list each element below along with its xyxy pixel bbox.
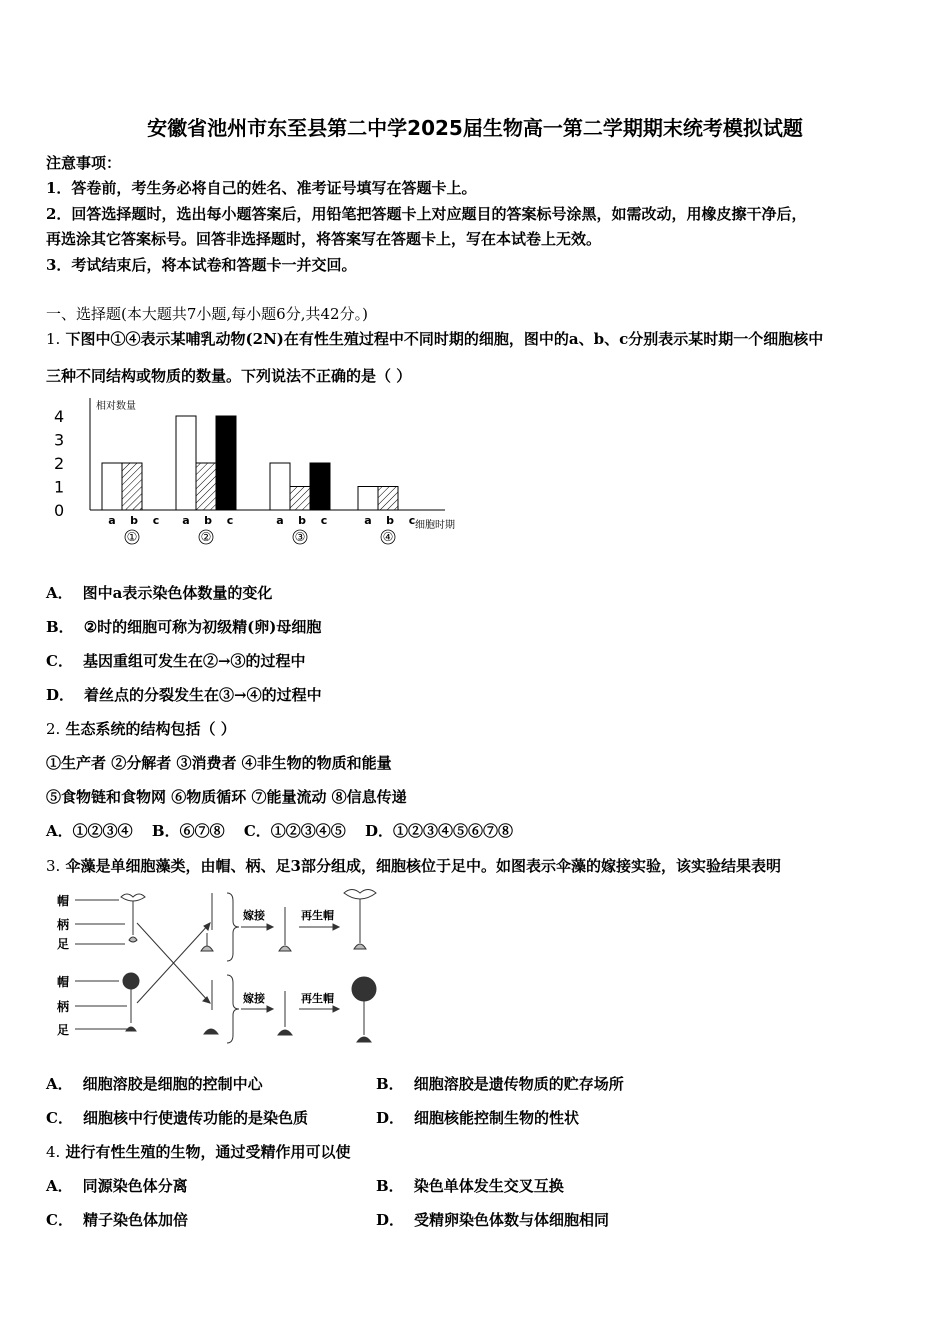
q1-option-c[interactable] [46, 650, 306, 671]
option-letter: C． [46, 1109, 73, 1127]
question-stem: 伞藻是单细胞藻类，由帽、柄、足3部分组成，细胞核位于足中。如图表示伞藻的嫁接实验，该实验结果表明 [65, 857, 781, 875]
q1-bar-chart [40, 390, 480, 550]
option-text: 细胞溶胶是遗传物质的贮存场所 [413, 1075, 624, 1093]
question-stem: 生态系统的结构包括（ ） [65, 720, 236, 738]
q3-option-c[interactable] [46, 1107, 308, 1128]
option-text: ⑥⑦⑧ [179, 822, 225, 840]
question-4-stem [46, 1141, 351, 1162]
option-text: 染色单体发生交叉互换 [413, 1177, 564, 1195]
label-foot: 足 [57, 937, 70, 951]
q2-option-c[interactable] [244, 822, 346, 840]
q2-option-d[interactable] [365, 822, 513, 840]
x-axis-label: 细胞时期 [415, 520, 455, 531]
y-tick-label: 4 [54, 407, 65, 426]
option-text: 基因重组可发生在②→③的过程中 [82, 652, 306, 670]
grafting-figure [55, 885, 390, 1050]
x-group-label: ③ [294, 530, 306, 544]
x-group-label: ② [200, 530, 212, 544]
x-series-label: b [130, 514, 138, 527]
q1-option-a[interactable] [46, 582, 272, 603]
option-letter: A． [46, 584, 73, 602]
option-letter: D． [376, 1109, 405, 1127]
label-cap: 帽 [57, 894, 70, 908]
x-series-label: b [298, 514, 306, 527]
x-series-label: a [364, 514, 372, 527]
graft-label: 嫁接 [243, 992, 265, 1005]
q1-option-d[interactable] [46, 684, 322, 705]
option-text: ①②③④ [72, 822, 133, 840]
question-stem-line: 三种不同结构或物质的数量。下列说法不正确的是（ ） [46, 367, 412, 385]
q3-option-a[interactable] [46, 1073, 263, 1094]
x-series-label: c [408, 514, 416, 527]
option-letter: D． [376, 1211, 405, 1229]
option-letter: B． [376, 1177, 404, 1195]
y-tick-label: 1 [54, 477, 65, 497]
option-letter: A． [46, 1075, 73, 1093]
x-series-label: b [386, 514, 394, 527]
x-group-label: ① [126, 530, 138, 544]
option-text: ②时的细胞可称为初级精(卵)母细胞 [83, 618, 322, 636]
question-number: 2. [46, 720, 61, 738]
option-text: 细胞核中行使遗传功能的是染色质 [82, 1109, 308, 1127]
question-number: 3. [46, 857, 61, 875]
option-text: 细胞溶胶是细胞的控制中心 [82, 1075, 263, 1093]
bar-a [176, 416, 196, 510]
x-series-label: a [182, 514, 190, 527]
option-text: 受精卵染色体数与体细胞相同 [414, 1211, 610, 1229]
bar-c [216, 416, 236, 510]
option-letter: C． [46, 652, 73, 670]
x-series-label: c [320, 514, 328, 527]
x-series-label: b [204, 514, 212, 527]
q2-option-b[interactable] [152, 822, 225, 840]
y-tick-label: 2 [54, 454, 65, 473]
option-letter: A． [46, 822, 73, 840]
q2-items-line: ⑤食物链和食物网 ⑥物质循环 ⑦能量流动 ⑧信息传递 [46, 788, 407, 806]
notice-item: 1．答卷前，考生务必将自己的姓名、准考证号填写在答题卡上。 [46, 179, 477, 197]
bar-b [196, 463, 216, 510]
label-stalk: 柄 [57, 918, 70, 932]
notice-item: 2．回答选择题时，选出每小题答案后，用铅笔把答题卡上对应题目的答案标号涂黑，如需改动，用橡皮擦干净后， [46, 205, 807, 223]
y-tick-label: 0 [54, 501, 65, 520]
question-number: 1. [46, 330, 61, 348]
bar-b [290, 487, 310, 511]
y-tick-label: 3 [54, 430, 65, 450]
option-text: 精子染色体加倍 [82, 1211, 188, 1229]
option-text: 同源染色体分离 [82, 1177, 188, 1195]
option-text: 着丝点的分裂发生在③→④的过程中 [84, 686, 322, 704]
q3-option-b[interactable] [376, 1073, 624, 1094]
question-stem: 进行有性生殖的生物，通过受精作用可以使 [65, 1143, 351, 1161]
label-foot: 足 [57, 1023, 70, 1037]
option-letter: C． [243, 822, 271, 840]
notice-item: 再选涂其它答案标号。回答非选择题时，将答案写在答题卡上，写在本试卷上无效。 [46, 230, 602, 248]
option-letter: C． [46, 1211, 73, 1229]
option-text: 图中a表示染色体数量的变化 [82, 584, 273, 602]
regen-cap-label: 再生帽 [301, 992, 334, 1005]
q2-option-a[interactable] [46, 822, 133, 840]
option-text: ①②③④⑤⑥⑦⑧ [393, 822, 514, 840]
q3-option-d[interactable] [376, 1107, 579, 1128]
x-group-label: ④ [382, 530, 394, 544]
x-series-label: a [276, 514, 284, 527]
option-text: 细胞核能控制生物的性状 [414, 1109, 580, 1127]
page-title: 安徽省池州市东至县第二中学2025届生物高一第二学期期末统考模拟试题 [147, 116, 803, 140]
option-letter: B． [376, 1075, 404, 1093]
bar-c [310, 463, 330, 510]
q4-option-d[interactable] [376, 1209, 609, 1230]
label-cap: 帽 [57, 975, 70, 989]
bar-a [270, 463, 290, 510]
question-number: 4. [46, 1143, 61, 1161]
option-letter: B． [46, 618, 74, 636]
option-letter: D． [46, 686, 75, 704]
bar-a [358, 487, 378, 511]
x-series-label: c [226, 514, 234, 527]
q4-option-c[interactable] [46, 1209, 188, 1230]
question-2-stem [46, 718, 236, 739]
section-heading: 一、选择题(本大题共7小题,每小题6分,共42分。) [46, 305, 368, 323]
notice-heading: 注意事项： [46, 154, 122, 172]
x-series-label: a [108, 514, 116, 527]
regen-cap-label: 再生帽 [301, 909, 334, 922]
bar-a [102, 463, 122, 510]
label-stalk: 柄 [57, 1000, 70, 1014]
y-axis-label: 相对数量 [96, 401, 136, 412]
bar-b [378, 487, 398, 511]
q4-option-b[interactable] [376, 1175, 564, 1196]
q4-option-a[interactable] [46, 1175, 188, 1196]
q2-options-row [46, 820, 513, 841]
option-letter: A． [46, 1177, 73, 1195]
bar-b [122, 463, 142, 510]
notice-item: 3．考试结束后，将本试卷和答题卡一并交回。 [46, 256, 357, 274]
question-1-stem [46, 328, 823, 349]
q1-option-b[interactable] [46, 616, 321, 637]
question-stem-line: 下图中①④表示某哺乳动物(2N)在有性生殖过程中不同时期的细胞，图中的a、b、c分别表示某时期一个细胞核中 [65, 330, 824, 348]
question-3-stem [46, 855, 781, 876]
graft-label: 嫁接 [243, 909, 265, 922]
option-letter: D． [365, 822, 394, 840]
option-text: ①②③④⑤ [270, 822, 346, 840]
x-series-label: c [152, 514, 160, 527]
option-letter: B． [151, 822, 180, 840]
q2-items-line: ①生产者 ②分解者 ③消费者 ④非生物的物质和能量 [46, 754, 392, 772]
